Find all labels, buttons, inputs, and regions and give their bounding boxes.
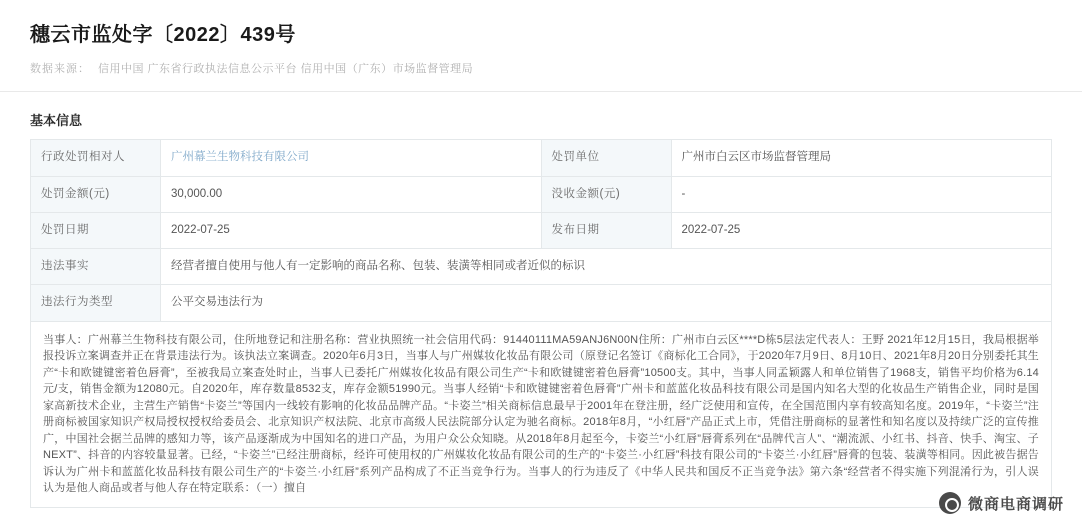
field-value-violation-facts: 经营者擅自使用与他人有一定影响的商品名称、包装、装潢等相同或者近似的标识 bbox=[161, 249, 1052, 285]
page-title: 穗云市监处字〔2022〕439号 bbox=[30, 24, 296, 46]
basic-info-table bbox=[30, 139, 1052, 507]
field-value-confiscated-amount: - bbox=[671, 176, 1052, 212]
field-label-confiscated-amount: 没收金额(元) bbox=[541, 176, 671, 212]
section-title-basic-info: 基本信息 bbox=[30, 113, 83, 129]
source-line bbox=[30, 62, 1052, 77]
field-label-penalty-amount: 处罚金额(元) bbox=[31, 176, 161, 212]
field-label-punishment-authority: 处罚单位 bbox=[541, 140, 671, 176]
table-row bbox=[31, 249, 1052, 285]
field-label-publish-date: 发布日期 bbox=[541, 212, 671, 248]
watermark-text: 微商电商调研 bbox=[967, 495, 1064, 513]
table-row bbox=[31, 176, 1052, 212]
field-value-penalty-date: 2022-07-25 bbox=[161, 212, 542, 248]
field-label-violation-facts: 违法事实 bbox=[31, 249, 161, 285]
document-body bbox=[0, 92, 1082, 507]
camera-logo-icon bbox=[939, 492, 961, 514]
field-value-publish-date: 2022-07-25 bbox=[671, 212, 1052, 248]
field-value-violation-type: 公平交易违法行为 bbox=[161, 285, 1052, 321]
table-row bbox=[31, 321, 1052, 507]
watermark bbox=[939, 492, 1064, 514]
field-value-respondent[interactable]: 广州幕兰生物科技有限公司 bbox=[161, 140, 542, 176]
field-label-violation-type: 违法行为类型 bbox=[31, 285, 161, 321]
source-value: 信用中国 广东省行政执法信息公示平台 信用中国（广东）市场监督管理局 bbox=[98, 63, 474, 75]
field-label-respondent: 行政处罚相对人 bbox=[31, 140, 161, 176]
table-row bbox=[31, 285, 1052, 321]
source-label: 数据来源： bbox=[30, 63, 90, 75]
table-row bbox=[31, 212, 1052, 248]
field-label-penalty-date: 处罚日期 bbox=[31, 212, 161, 248]
field-value-punishment-authority: 广州市白云区市场监督管理局 bbox=[671, 140, 1052, 176]
field-value-case-detail: 当事人：广州幕兰生物科技有限公司，住所地登记和注册名称：营业执照统一社会信用代码：91440111MA59ANJ6N00N住所：广州市白云区****D栋5层法定代表人：王野 2021年12月15日，我局根据举报投诉立案调查并正在背景违法行为。该执法立案调查。2020年6月3日，当事人与广州媒妆化妆品有限公司（原登记名签订《商标化工合同》，于2020年7月9日、8月10日、2021年8月20日分别委托其生产“卡和欧键键密着色唇膏”，至被我局立案查处时止，当事人已委托广州媒妆化妆品有限公司生产“卡和欧键键密着色唇膏”10500支。其中，当事人同孟颖露人和单位销售了1968支，销售平均价格为6.14元/支，销售金额为12080元。自2020年，库存数量8532支，库存金额51990元。当事人经销“卡和欧键键密着色唇膏”广州卡和蓝蓝化妆品科技有限公司是国内知名大型的化妆品生产销售企业，同时是国家高新技术企业，主营生产销售“卡姿兰”等国内一线较有影响的化妆品品牌产品。“卡姿兰”相关商标信息最早于2001年在登注册，经广泛使用和宣传，在全国范围内享有较高知名度。2019年，“卡姿兰”注册商标被国家知识产权局授权授权给委员会、北京知识产权法院、北京市高级人民法院部分认定为驰名商标。2018年8月，“小红唇”产品正式上市，凭借注册商标的显著性和知名度以及持续广泛的宣传推广，中国社会据兰品牌的感知力等，该产品逐渐成为中国知名的进口产品，为用户众公众知晓。从2018年8月起至今，卡姿兰“小红唇”唇膏系列在“品牌代言人”、“潮流派、小红书、抖音、快手、淘宝、子NEXT”、抖音的内容较量显著。已经，“卡姿兰”已经注册商标，经许可使用权的广州媒妆化妆品有限公司的生产的“卡姿兰·小红唇”科技有限公司的“卡姿兰·小红唇”唇膏的包装、装潢等相同。因此被告据告诉认为广州卡和蓝蓝化妆品科技有限公司生产的“卡姿兰·小红唇”系列产品构成了不正当竞争行为。当事人的行为违反了《中华人民共和国反不正当竞争法》第六条“经营者不得实施下列混淆行为，引人误认为是他人商品或者与他人存在特定联系：（一）擅自 bbox=[31, 321, 1052, 507]
table-row bbox=[31, 140, 1052, 176]
document-header bbox=[0, 0, 1082, 92]
field-value-penalty-amount: 30,000.00 bbox=[161, 176, 542, 212]
